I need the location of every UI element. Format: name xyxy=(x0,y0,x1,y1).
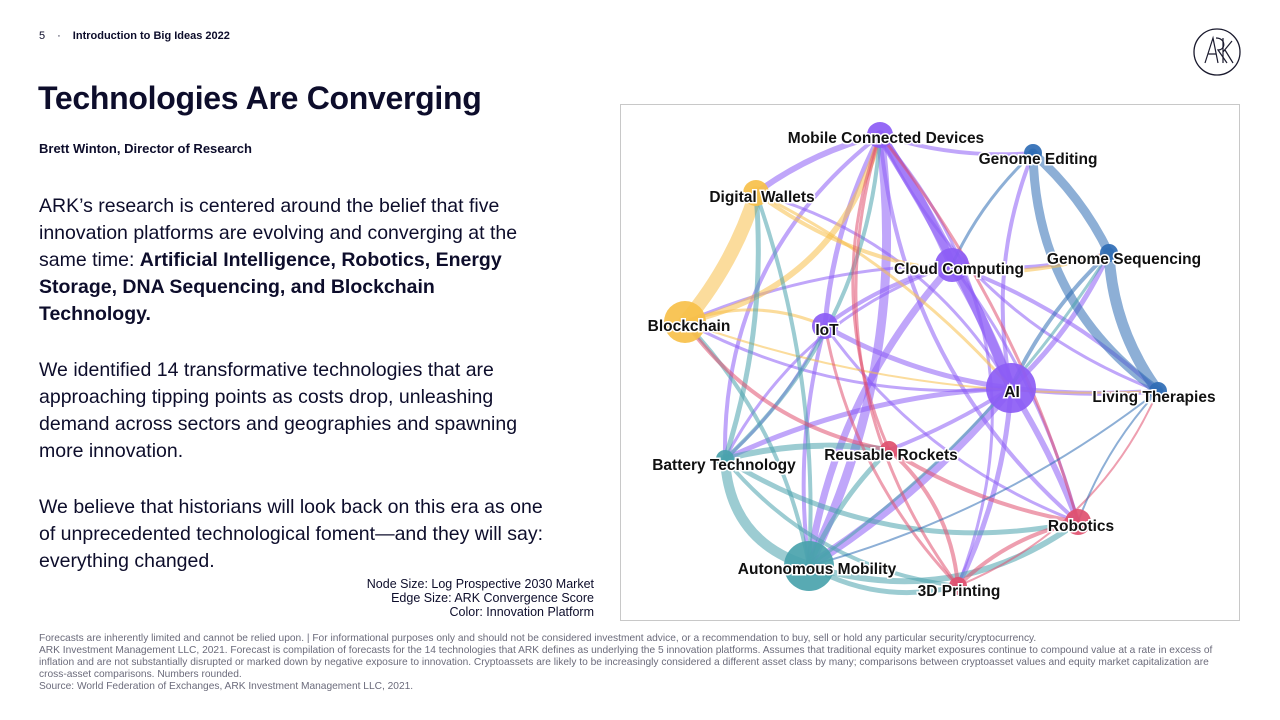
page-number: 5 xyxy=(39,30,46,42)
footer-source: Source: World Federation of Exchanges, ARK Investment Management LLC, 2021. xyxy=(39,681,414,692)
footer-disclaimer xyxy=(39,633,1239,693)
node-label-living: Living Therapies xyxy=(1092,389,1216,407)
node-label-blockchain: Blockchain xyxy=(647,318,731,336)
node-label-iot: IoT xyxy=(815,322,839,340)
node-label-genome_seq: Genome Sequencing xyxy=(1046,251,1202,269)
legend-edge-size: Edge Size: ARK Convergence Score xyxy=(391,591,594,605)
footer-line-1: Forecasts are inherently limited and cannot be relied upon. | For informational purposes only and should not be considered investment advice, or a recommendation to buy, sell or hold any particular security/cryptocurrency. xyxy=(39,633,1037,644)
node-label-digital_wallets: Digital Wallets xyxy=(709,189,815,207)
network-svg xyxy=(621,105,1241,622)
node-label-autonomous: Autonomous Mobility xyxy=(737,561,897,579)
page-header xyxy=(39,30,230,42)
node-label-ai: AI xyxy=(1004,384,1020,402)
body-text xyxy=(39,193,544,604)
chart-legend xyxy=(367,577,594,619)
author-byline: Brett Winton, Director of Research xyxy=(39,141,252,156)
paragraph-2: We identified 14 transformative technologies that are approaching tipping points as costs drop, unleashing demand across sectors and geographies and spawning more innovation. xyxy=(39,359,518,462)
paragraph-3: We believe that historians will look back on this era as one of unprecedented technological foment—and they will say: everything changed. xyxy=(39,496,544,572)
node-label-printing: 3D Printing xyxy=(917,583,1001,601)
node-label-mobile: Mobile Connected Devices xyxy=(787,130,985,148)
node-label-genome_editing: Genome Editing xyxy=(978,151,1098,169)
page-title: Technologies Are Converging xyxy=(38,80,482,116)
platforms-list: Artificial Intelligence, Robotics, Energy Storage, DNA Sequencing, and Blockchain Technology. xyxy=(39,249,502,325)
edge-living-robotics xyxy=(1078,391,1158,522)
node-label-cloud: Cloud Computing xyxy=(894,261,1024,279)
deck-title: Introduction to Big Ideas 2022 xyxy=(72,30,230,42)
footer-line-2: ARK Investment Management LLC, 2021. Forecast is compilation of forecasts for the 14 technologies that ARK defines as underlying the 5 innovation platforms. Assumes that traditional equity market exposures continue to compound value at a rate in excess of inflation and are not substantially disrupted or marked down by negative exposure to innovation. Cryptoassets are likely to be increasingly considered a different asset class by many; comparisons between cryptoasset values and equity market capitalization are cross-asset comparisons. Numbers rounded. xyxy=(39,645,1213,680)
paragraph-1: ARK’s research is centered around the belief that five innovation platforms are evolving and converging at the same time: Artificial Intelligence, Robotics, Energy Storage, DNA Sequencing, and Blockchain Technology. xyxy=(39,195,518,325)
convergence-network-chart xyxy=(620,104,1240,621)
node-label-robotics: Robotics xyxy=(1047,518,1115,536)
legend-color: Color: Innovation Platform xyxy=(449,605,594,619)
ark-logo-icon xyxy=(1192,27,1242,77)
node-label-battery: Battery Technology xyxy=(652,457,796,475)
node-label-rockets: Reusable Rockets xyxy=(824,447,958,465)
header-separator: · xyxy=(57,30,61,42)
legend-node-size: Node Size: Log Prospective 2030 Market xyxy=(366,577,594,591)
edge-genome_editing-cloud xyxy=(952,153,1033,265)
